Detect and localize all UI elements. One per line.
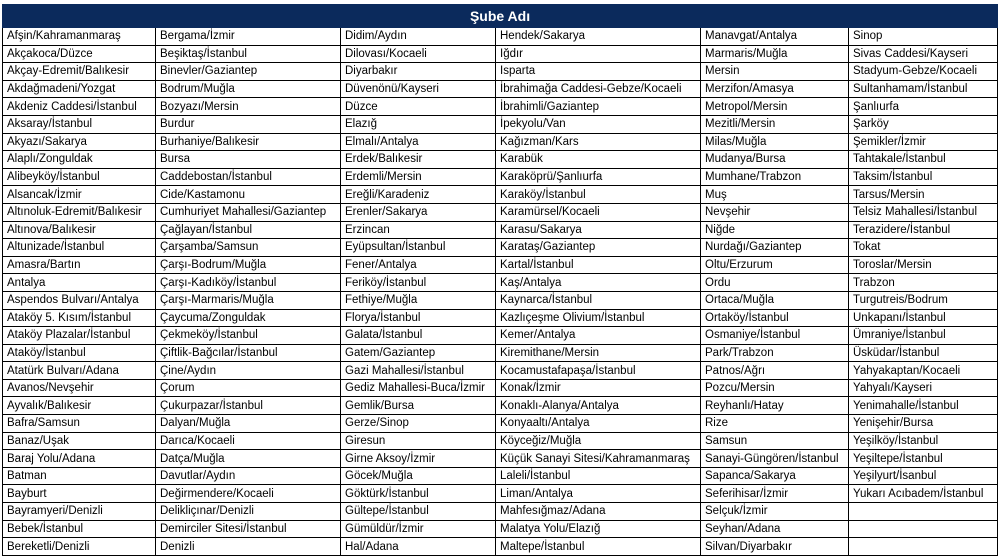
table-cell: Şemikler/İzmir — [849, 133, 998, 151]
table-cell: Silvan/Diyarbakır — [701, 538, 849, 556]
table-cell: Konyaaltı/Antalya — [496, 415, 701, 433]
table-cell: Çarşı-Marmaris/Muğla — [156, 291, 341, 309]
table-cell: Konak/İzmir — [496, 379, 701, 397]
table-cell: Gazi Mahallesi/İstanbul — [341, 362, 496, 380]
table-cell: Yahyalı/Kayseri — [849, 379, 998, 397]
table-cell: Karabük — [496, 151, 701, 169]
table-cell: Karaköprü/Şanlıurfa — [496, 168, 701, 186]
table-cell: Gemlik/Bursa — [341, 397, 496, 415]
table-cell: Feriköy/İstanbul — [341, 274, 496, 292]
table-row — [3, 256, 998, 274]
table-cell: Sinop — [849, 28, 998, 46]
table-cell: Kartal/İstanbul — [496, 256, 701, 274]
table-cell: Iğdır — [496, 45, 701, 63]
table-cell: Karamürsel/Kocaeli — [496, 203, 701, 221]
table-row — [3, 362, 998, 380]
table-cell: Gediz Mahallesi-Buca/İzmir — [341, 379, 496, 397]
branch-table — [2, 4, 998, 556]
table-cell: Datça/Muğla — [156, 450, 341, 468]
table-cell: Marmaris/Muğla — [701, 45, 849, 63]
table-row — [3, 45, 998, 63]
table-cell: Bayburt — [3, 485, 156, 503]
table-cell: Elazığ — [341, 115, 496, 133]
table-cell: Amasra/Bartın — [3, 256, 156, 274]
table-cell: Reyhanlı/Hatay — [701, 397, 849, 415]
table-cell: Gerze/Sinop — [341, 415, 496, 433]
table-row — [3, 467, 998, 485]
table-cell: Çukurpazar/İstanbul — [156, 397, 341, 415]
table-cell: Malatya Yolu/Elazığ — [496, 520, 701, 538]
table-cell: Çarşamba/Samsun — [156, 239, 341, 257]
table-cell: Alibeyköy/İstanbul — [3, 168, 156, 186]
table-cell: Mumhane/Trabzon — [701, 168, 849, 186]
table-cell: Ortaköy/İstanbul — [701, 309, 849, 327]
table-cell: Kağızman/Kars — [496, 133, 701, 151]
table-cell: Merzifon/Amasya — [701, 80, 849, 98]
table-cell: Tarsus/Mersin — [849, 186, 998, 204]
table-cell: Sultanhamam/İstanbul — [849, 80, 998, 98]
table-cell: Karaköy/İstanbul — [496, 186, 701, 204]
table-cell: Şanlıurfa — [849, 98, 998, 116]
table-cell: Altınoluk-Edremit/Balıkesir — [3, 203, 156, 221]
table-cell: Akdeniz Caddesi/İstanbul — [3, 98, 156, 116]
table-cell: Delikliçınar/Denizli — [156, 503, 341, 521]
table-cell: Bergama/İzmir — [156, 28, 341, 46]
table-cell: Galata/İstanbul — [341, 327, 496, 345]
table-cell: Göcek/Muğla — [341, 467, 496, 485]
table-cell: Mezitli/Mersin — [701, 115, 849, 133]
table-cell: Hal/Adana — [341, 538, 496, 556]
table-cell: Beşiktaş/İstanbul — [156, 45, 341, 63]
table-cell: Manavgat/Antalya — [701, 28, 849, 46]
table-cell: Baraj Yolu/Adana — [3, 450, 156, 468]
table-cell: Erenler/Sakarya — [341, 203, 496, 221]
table-cell: Çiftlik-Bağcılar/İstanbul — [156, 344, 341, 362]
table-cell: Mudanya/Bursa — [701, 151, 849, 169]
table-cell: Çorum — [156, 379, 341, 397]
table-cell: Dalyan/Muğla — [156, 415, 341, 433]
table-cell: Ataköy Plazalar/İstanbul — [3, 327, 156, 345]
table-cell: Samsun — [701, 432, 849, 450]
table-row — [3, 503, 998, 521]
table-cell: Bebek/İstanbul — [3, 520, 156, 538]
table-cell: Patnos/Ağrı — [701, 362, 849, 380]
table-row — [3, 397, 998, 415]
table-row — [3, 274, 998, 292]
table-cell: Antalya — [3, 274, 156, 292]
table-row — [3, 485, 998, 503]
table-cell: Yeşilyurt/İsanbul — [849, 467, 998, 485]
table-cell: Kiremithane/Mersin — [496, 344, 701, 362]
table-row — [3, 379, 998, 397]
table-cell: Nurdağı/Gaziantep — [701, 239, 849, 257]
table-header: Şube Adı — [3, 5, 998, 28]
table-row — [3, 344, 998, 362]
table-cell: Tahtakale/İstanbul — [849, 151, 998, 169]
table-cell: Akyazı/Sakarya — [3, 133, 156, 151]
table-cell: Erdemli/Mersin — [341, 168, 496, 186]
table-cell: Bursa — [156, 151, 341, 169]
table-cell: Burhaniye/Balıkesir — [156, 133, 341, 151]
table-cell: Akdağmadeni/Yozgat — [3, 80, 156, 98]
table-cell: Altunizade/İstanbul — [3, 239, 156, 257]
table-cell: Avanos/Nevşehir — [3, 379, 156, 397]
table-cell: Batman — [3, 467, 156, 485]
table-cell: Alaplı/Zonguldak — [3, 151, 156, 169]
table-cell: Köyceğiz/Muğla — [496, 432, 701, 450]
table-cell: Akçakoca/Düzce — [3, 45, 156, 63]
table-cell: Isparta — [496, 63, 701, 81]
table-cell: Sanayi-Güngören/İstanbul — [701, 450, 849, 468]
table-cell: Alsancak/İzmir — [3, 186, 156, 204]
table-cell: Demirciler Sitesi/İstanbul — [156, 520, 341, 538]
table-row — [3, 80, 998, 98]
table-cell: Maltepe/İstanbul — [496, 538, 701, 556]
table-cell: Unkapanı/İstanbul — [849, 309, 998, 327]
table-cell: Erdek/Balıkesir — [341, 151, 496, 169]
table-cell: Osmaniye/İstanbul — [701, 327, 849, 345]
table-cell: Çekmeköy/İstanbul — [156, 327, 341, 345]
table-cell: Milas/Muğla — [701, 133, 849, 151]
table-cell: Ataköy/İstanbul — [3, 344, 156, 362]
table-row — [3, 203, 998, 221]
table-cell: Çarşı-Bodrum/Muğla — [156, 256, 341, 274]
table-cell: Taksim/İstanbul — [849, 168, 998, 186]
table-cell: Karasu/Sakarya — [496, 221, 701, 239]
table-cell: Bozyazı/Mersin — [156, 98, 341, 116]
table-cell: Ataköy 5. Kısım/İstanbul — [3, 309, 156, 327]
table-row — [3, 28, 998, 46]
table-cell: Burdur — [156, 115, 341, 133]
table-cell: Kaynarca/İstanbul — [496, 291, 701, 309]
table-row — [3, 432, 998, 450]
table-cell: Düzce — [341, 98, 496, 116]
table-cell: Diyarbakır — [341, 63, 496, 81]
table-cell: Trabzon — [849, 274, 998, 292]
table-body — [3, 28, 998, 556]
table-cell: Bayramyeri/Denizli — [3, 503, 156, 521]
table-cell: Fethiye/Muğla — [341, 291, 496, 309]
table-cell: Turgutreis/Bodrum — [849, 291, 998, 309]
table-cell: Ereğli/Karadeniz — [341, 186, 496, 204]
table-cell: Kocamustafapaşa/İstanbul — [496, 362, 701, 380]
table-cell: Muş — [701, 186, 849, 204]
table-cell: Binevler/Gaziantep — [156, 63, 341, 81]
table-cell: Erzincan — [341, 221, 496, 239]
table-row — [3, 186, 998, 204]
table-cell: Çağlayan/İstanbul — [156, 221, 341, 239]
table-cell: Yeşiltepe/İstanbul — [849, 450, 998, 468]
table-cell: Seferihisar/İzmir — [701, 485, 849, 503]
table-cell: Toroslar/Mersin — [849, 256, 998, 274]
table-row — [3, 327, 998, 345]
table-cell: Giresun — [341, 432, 496, 450]
table-row — [3, 115, 998, 133]
table-cell: Ümraniye/İstanbul — [849, 327, 998, 345]
table-cell: Ayvalık/Balıkesir — [3, 397, 156, 415]
table-cell: Konaklı-Alanya/Antalya — [496, 397, 701, 415]
branch-table-container — [2, 4, 997, 556]
table-cell: Altınova/Balıkesir — [3, 221, 156, 239]
table-cell: Cide/Kastamonu — [156, 186, 341, 204]
table-cell: Oltu/Erzurum — [701, 256, 849, 274]
table-cell: Metropol/Mersin — [701, 98, 849, 116]
table-cell: Şarköy — [849, 115, 998, 133]
table-cell: Kazlıçeşme Olivium/İstanbul — [496, 309, 701, 327]
table-cell: Fener/Antalya — [341, 256, 496, 274]
table-cell: Tokat — [849, 239, 998, 257]
table-cell: Göktürk/İstanbul — [341, 485, 496, 503]
table-cell: Düvenönü/Kayseri — [341, 80, 496, 98]
table-cell: Kemer/Antalya — [496, 327, 701, 345]
table-cell: Gültepe/İstanbul — [341, 503, 496, 521]
table-cell: Ortaca/Muğla — [701, 291, 849, 309]
table-cell: Girne Aksoy/İzmir — [341, 450, 496, 468]
table-cell: Sivas Caddesi/Kayseri — [849, 45, 998, 63]
table-cell: Çaycuma/Zonguldak — [156, 309, 341, 327]
table-cell: Yenişehir/Bursa — [849, 415, 998, 433]
table-cell — [849, 503, 998, 521]
table-cell: Caddebostan/İstanbul — [156, 168, 341, 186]
table-row — [3, 151, 998, 169]
table-cell: Laleli/İstanbul — [496, 467, 701, 485]
table-cell: Bodrum/Muğla — [156, 80, 341, 98]
table-cell: Aspendos Bulvarı/Antalya — [3, 291, 156, 309]
table-cell: Liman/Antalya — [496, 485, 701, 503]
table-cell — [849, 520, 998, 538]
table-header-row — [3, 5, 998, 28]
table-cell: Karataş/Gaziantep — [496, 239, 701, 257]
table-cell: Çine/Aydın — [156, 362, 341, 380]
table-cell: Banaz/Uşak — [3, 432, 156, 450]
table-cell: Atatürk Bulvarı/Adana — [3, 362, 156, 380]
table-cell: Dilovası/Kocaeli — [341, 45, 496, 63]
table-row — [3, 450, 998, 468]
table-row — [3, 415, 998, 433]
table-cell: Seyhan/Adana — [701, 520, 849, 538]
table-cell: İbrahimli/Gaziantep — [496, 98, 701, 116]
table-cell: Florya/İstanbul — [341, 309, 496, 327]
table-row — [3, 133, 998, 151]
table-cell: Bereketli/Denizli — [3, 538, 156, 556]
table-cell: İpekyolu/Van — [496, 115, 701, 133]
table-cell: Nevşehir — [701, 203, 849, 221]
table-cell: Eyüpsultan/İstanbul — [341, 239, 496, 257]
table-cell: Telsiz Mahallesi/İstanbul — [849, 203, 998, 221]
table-row — [3, 221, 998, 239]
table-row — [3, 520, 998, 538]
table-row — [3, 309, 998, 327]
table-cell: Değirmendere/Kocaeli — [156, 485, 341, 503]
table-cell: Selçuk/İzmir — [701, 503, 849, 521]
table-row — [3, 98, 998, 116]
table-cell: Denizli — [156, 538, 341, 556]
table-cell: Rize — [701, 415, 849, 433]
table-cell: Elmalı/Antalya — [341, 133, 496, 151]
table-cell: Küçük Sanayi Sitesi/Kahramanmaraş — [496, 450, 701, 468]
table-cell: Yeşilköy/İstanbul — [849, 432, 998, 450]
table-cell: Kaş/Antalya — [496, 274, 701, 292]
table-row — [3, 239, 998, 257]
table-cell: Hendek/Sakarya — [496, 28, 701, 46]
table-cell: Ordu — [701, 274, 849, 292]
table-cell: Sapanca/Sakarya — [701, 467, 849, 485]
table-cell: Mahfesığmaz/Adana — [496, 503, 701, 521]
table-cell: Pozcu/Mersin — [701, 379, 849, 397]
table-cell: Niğde — [701, 221, 849, 239]
table-cell: Davutlar/Aydın — [156, 467, 341, 485]
table-cell: Gümüldür/İzmir — [341, 520, 496, 538]
table-cell: Akçay-Edremit/Balıkesir — [3, 63, 156, 81]
table-cell: Aksaray/İstanbul — [3, 115, 156, 133]
table-cell: Stadyum-Gebze/Kocaeli — [849, 63, 998, 81]
table-cell: Yahyakaptan/Kocaeli — [849, 362, 998, 380]
table-cell: Didim/Aydın — [341, 28, 496, 46]
table-cell: Gatem/Gaziantep — [341, 344, 496, 362]
table-cell: Darıca/Kocaeli — [156, 432, 341, 450]
table-cell: Terazidere/İstanbul — [849, 221, 998, 239]
table-cell: Cumhuriyet Mahallesi/Gaziantep — [156, 203, 341, 221]
table-row — [3, 168, 998, 186]
table-cell: Yukarı Acıbadem/İstanbul — [849, 485, 998, 503]
table-cell: Mersin — [701, 63, 849, 81]
table-cell: Çarşı-Kadıköy/İstanbul — [156, 274, 341, 292]
table-cell: Bafra/Samsun — [3, 415, 156, 433]
table-cell: Üsküdar/İstanbul — [849, 344, 998, 362]
table-cell: İbrahimağa Caddesi-Gebze/Kocaeli — [496, 80, 701, 98]
table-row — [3, 63, 998, 81]
table-cell: Yenimahalle/İstanbul — [849, 397, 998, 415]
table-cell: Park/Trabzon — [701, 344, 849, 362]
table-cell: Afşin/Kahramanmaraş — [3, 28, 156, 46]
table-row — [3, 291, 998, 309]
